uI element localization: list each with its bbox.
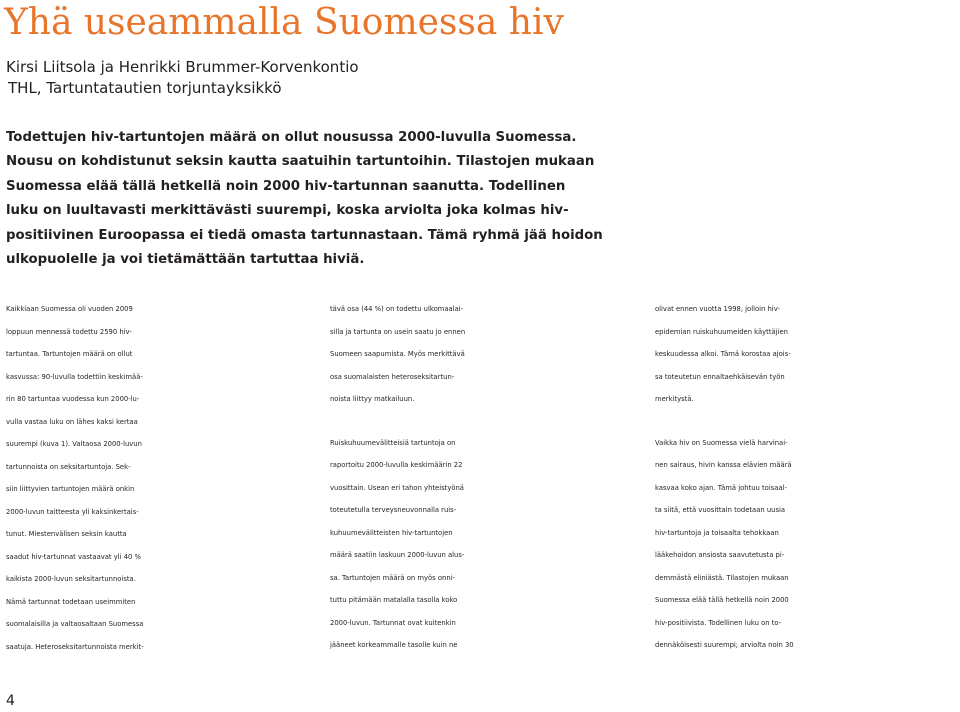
text-line: Suomessa elää tällä hetkellä noin 2000 — [655, 596, 789, 604]
lead-line: luku on luultavasti merkittävästi suurempi, koska arviolta joka kolmas hiv- — [6, 203, 569, 219]
body-paragraph — [330, 298, 635, 411]
body-paragraph — [6, 298, 311, 658]
text-line: jääneet korkeammalle tasolle kuin ne — [330, 641, 458, 649]
text-line: tunut. Miestenvälisen seksin kautta — [6, 530, 127, 538]
text-line: Suomeen saapumista. Myös merkittävä — [330, 350, 465, 358]
text-line: vuosittain. Usean eri tahon yhteistyönä — [330, 483, 464, 492]
text-line: kaikista 2000-luvun seksitartunnoista. — [6, 575, 136, 583]
text-line: olivat ennen vuotta 1998, jolloin hiv- — [655, 305, 780, 313]
text-line: saatuja. Heteroseksitartunnoista merkit- — [6, 642, 144, 651]
text-line: keskuudessa alkoi. Tämä korostaa ajois- — [655, 350, 791, 358]
text-line: osa suomalaisten heteroseksitartun- — [330, 372, 455, 381]
body-paragraph — [330, 432, 635, 657]
paragraph-gap — [330, 411, 635, 432]
lead-line: Todettujen hiv-tartuntojen määrä on ollut nousussa 2000-luvulla Suomessa. — [6, 130, 577, 145]
text-line: sa toteutetun ennaltaehkäisevän työn — [655, 372, 785, 381]
text-line: kasvaa koko ajan. Tämä johtuu toisaal- — [655, 483, 787, 492]
text-line: hiv-positiivista. Todellinen luku on to- — [655, 618, 782, 627]
body-column-1 — [6, 298, 311, 658]
text-line: sa. Tartuntojen määrä on myös onni- — [330, 573, 455, 582]
body-column-3 — [655, 298, 960, 657]
lead-paragraph — [6, 126, 642, 272]
lead-line: positiivinen Euroopassa ei tiedä omasta tartunnastaan. Tämä ryhmä jää hoidon — [6, 227, 603, 243]
text-line: siin liittyvien tartuntojen määrä onkin — [6, 485, 135, 493]
text-line: silla ja tartunta on usein saatu jo ennen — [330, 327, 466, 336]
text-line: tartuntaa. Tartuntojen määrä on ollut — [6, 350, 133, 358]
text-line: Ruiskuhuumevälitteisiä tartuntoja on — [330, 438, 456, 447]
article-title: Yhä useammalla Suomessa hiv — [4, 2, 564, 43]
text-line: 2000-luvun. Tartunnat ovat kuitenkin — [330, 618, 456, 627]
body-column-2 — [330, 298, 635, 657]
text-line: 2000-luvun taitteesta yli kaksinkertais- — [6, 507, 139, 516]
text-line: merkitystä. — [655, 395, 694, 403]
text-line: kuhuumevälitteisten hiv-tartuntojen — [330, 528, 453, 537]
text-line: noista liittyy matkailuun. — [330, 395, 415, 403]
text-line: tävä osa (44 %) on todettu ulkomaalai- — [330, 305, 464, 313]
author-names: Kirsi Liitsola ja Henrikki Brummer-Korvenkontio — [6, 58, 359, 76]
text-line: Vaikka hiv on Suomessa vielä harvinai- — [655, 438, 788, 447]
text-line: rin 80 tartuntaa vuodessa kun 2000-lu- — [6, 395, 140, 403]
text-line: tartunnoista on seksitartuntoja. Sek- — [6, 462, 131, 471]
text-line: lääkehoidon ansiosta saavutetusta pi- — [655, 551, 785, 559]
text-line: määrä saatiin laskuun 2000-luvun alus- — [330, 551, 465, 559]
body-paragraph — [655, 432, 960, 657]
lead-line: ulkopuolelle ja voi tietämättään tartuttaa hiviä. — [6, 252, 365, 268]
text-line: saadut hiv-tartunnat vastaavat yli 40 % — [6, 552, 141, 561]
text-line: nen sairaus, hivin kanssa elävien määrä — [655, 461, 792, 469]
text-line: raportoitu 2000-luvulla keskimäärin 22 — [330, 461, 463, 469]
text-line: suurempi (kuva 1). Valtaosa 2000-luvun — [6, 440, 142, 448]
text-line: loppuun mennessä todettu 2590 hiv- — [6, 327, 132, 336]
text-line: tuttu pitämään matalalla tasolla koko — [330, 596, 458, 604]
text-line: suomalaisilla ja valtaosaltaan Suomessa — [6, 620, 144, 628]
text-line: ta siitä, että vuosittain todetaan uusia — [655, 506, 786, 514]
text-line: epidemian ruiskuhuumeiden käyttäjien — [655, 327, 788, 336]
text-line: toteutetulla terveysneuvonnalla ruis- — [330, 506, 457, 514]
text-line: dennäköisesti suurempi; arviolta noin 30 — [655, 641, 794, 649]
body-paragraph — [655, 298, 960, 411]
text-line: kasvussa: 90-luvulla todettiin keskimää- — [6, 372, 143, 381]
text-line: vulla vastaa luku on lähes kaksi kertaa — [6, 417, 138, 426]
text-line: hiv-tartuntoja ja toisaalta tehokkaan — [655, 528, 779, 537]
text-line: Nämä tartunnat todetaan useimmiten — [6, 597, 136, 606]
page-number: 4 — [6, 693, 15, 709]
text-line: demmästä eliniästä. Tilastojen mukaan — [655, 573, 789, 582]
lead-line: Suomessa elää tällä hetkellä noin 2000 hiv-tartunnan saanutta. Todellinen — [6, 178, 566, 194]
text-line: Kaikkiaan Suomessa oli vuoden 2009 — [6, 305, 133, 313]
lead-line: Nousu on kohdistunut seksin kautta saatuihin tartuntoihin. Tilastojen mukaan — [6, 154, 595, 170]
author-block — [6, 57, 359, 99]
author-affiliation: THL, Tartuntatautien torjuntayksikkö — [8, 79, 282, 97]
paragraph-gap — [655, 411, 960, 432]
